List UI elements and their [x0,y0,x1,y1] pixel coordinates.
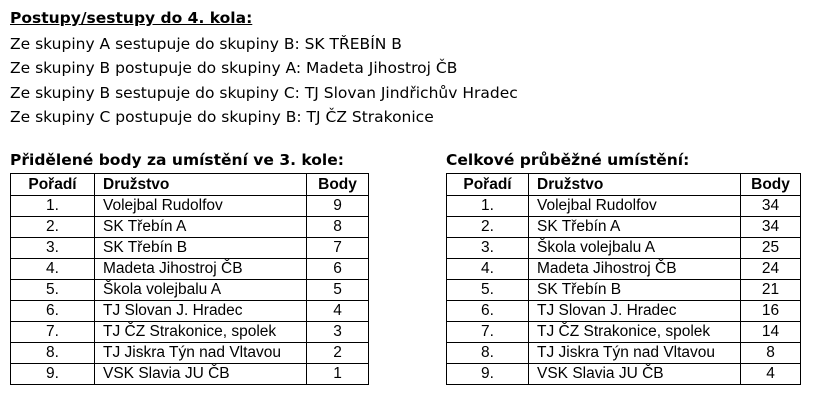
pts-cell: 25 [741,238,801,259]
overall-table-title: Celkové průběžné umístění: [446,151,690,169]
team-cell: Volejbal Rudolfov [95,196,307,217]
table-row [447,343,801,364]
pos-cell: 7. [447,322,529,343]
team-cell: SK Třebín A [95,217,307,238]
pts-cell: 3 [307,322,369,343]
pts-cell: 6 [307,259,369,280]
pts-cell: 8 [741,343,801,364]
team-cell: Madeta Jihostroj ČB [95,259,307,280]
pos-cell: 3. [11,238,95,259]
round-points-table [10,173,369,385]
pos-cell: 4. [447,259,529,280]
team-cell: Škola volejbalu A [95,280,307,301]
pts-cell: 1 [307,364,369,385]
move-line: Ze skupiny A sestupuje do skupiny B: SK TŘEBÍN B [10,35,402,53]
round-table-title: Přidělené body za umístění ve 3. kole: [10,151,344,169]
move-line: Ze skupiny C postupuje do skupiny B: TJ ČZ Strakonice [10,107,434,126]
team-cell: TJ ČZ Strakonice, spolek [529,322,741,343]
table-row [11,280,369,301]
table-row [11,217,369,238]
move-line: Ze skupiny B sestupuje do skupiny C: TJ Slovan Jindřichův Hradec [10,83,518,102]
team-cell: TJ Jiskra Týn nad Vltavou [95,343,307,364]
pts-cell: 8 [307,217,369,238]
table-row [11,343,369,364]
moves-list [10,32,518,129]
table-row [11,259,369,280]
team-cell: TJ Slovan J. Hradec [529,301,741,322]
pts-cell: 9 [307,196,369,217]
table-row [447,238,801,259]
table-row [447,280,801,301]
table-row [11,196,369,217]
pts-cell: 16 [741,301,801,322]
pos-cell: 7. [11,322,95,343]
team-cell: SK Třebín A [529,217,741,238]
pos-cell: 5. [447,280,529,301]
pts-cell: 4 [307,301,369,322]
pos-cell: 2. [447,217,529,238]
table-row [447,301,801,322]
team-cell: TJ Jiskra Týn nad Vltavou [529,343,741,364]
table-row [447,259,801,280]
pos-cell: 4. [11,259,95,280]
table-row [11,301,369,322]
table-row [11,364,369,385]
col-header-team: Družstvo [529,174,741,196]
team-cell: VSK Slavia JU ČB [529,364,741,385]
col-header-pos: Pořadí [447,174,529,196]
pos-cell: 9. [11,364,95,385]
table-header-row [11,174,369,196]
team-cell: SK Třebín B [529,280,741,301]
pts-cell: 34 [741,196,801,217]
pos-cell: 2. [11,217,95,238]
pos-cell: 1. [447,196,529,217]
team-cell: SK Třebín B [95,238,307,259]
move-line: Ze skupiny B postupuje do skupiny A: Madeta Jihostroj ČB [10,59,458,78]
table-row [11,238,369,259]
team-cell: TJ Slovan J. Hradec [95,301,307,322]
pos-cell: 5. [11,280,95,301]
pos-cell: 9. [447,364,529,385]
pts-cell: 34 [741,217,801,238]
pos-cell: 8. [11,343,95,364]
pos-cell: 6. [447,301,529,322]
pts-cell: 4 [741,364,801,385]
overall-standings-table [446,173,801,385]
pos-cell: 6. [11,301,95,322]
pos-cell: 3. [447,238,529,259]
pos-cell: 8. [447,343,529,364]
pos-cell: 1. [11,196,95,217]
table-row [11,322,369,343]
team-cell: TJ ČZ Strakonice, spolek [95,322,307,343]
table-row [447,196,801,217]
table-header-row [447,174,801,196]
table-row [447,217,801,238]
table-row [447,364,801,385]
col-header-pts: Body [741,174,801,196]
team-cell: Madeta Jihostroj ČB [529,259,741,280]
pts-cell: 21 [741,280,801,301]
pts-cell: 5 [307,280,369,301]
pts-cell: 14 [741,322,801,343]
pts-cell: 7 [307,238,369,259]
pts-cell: 2 [307,343,369,364]
team-cell: Škola volejbalu A [529,238,741,259]
table-row [447,322,801,343]
pts-cell: 24 [741,259,801,280]
team-cell: VSK Slavia JU ČB [95,364,307,385]
team-cell: Volejbal Rudolfov [529,196,741,217]
col-header-pos: Pořadí [11,174,95,196]
col-header-team: Družstvo [95,174,307,196]
page-heading: Postupy/sestupy do 4. kola: [10,9,253,27]
col-header-pts: Body [307,174,369,196]
